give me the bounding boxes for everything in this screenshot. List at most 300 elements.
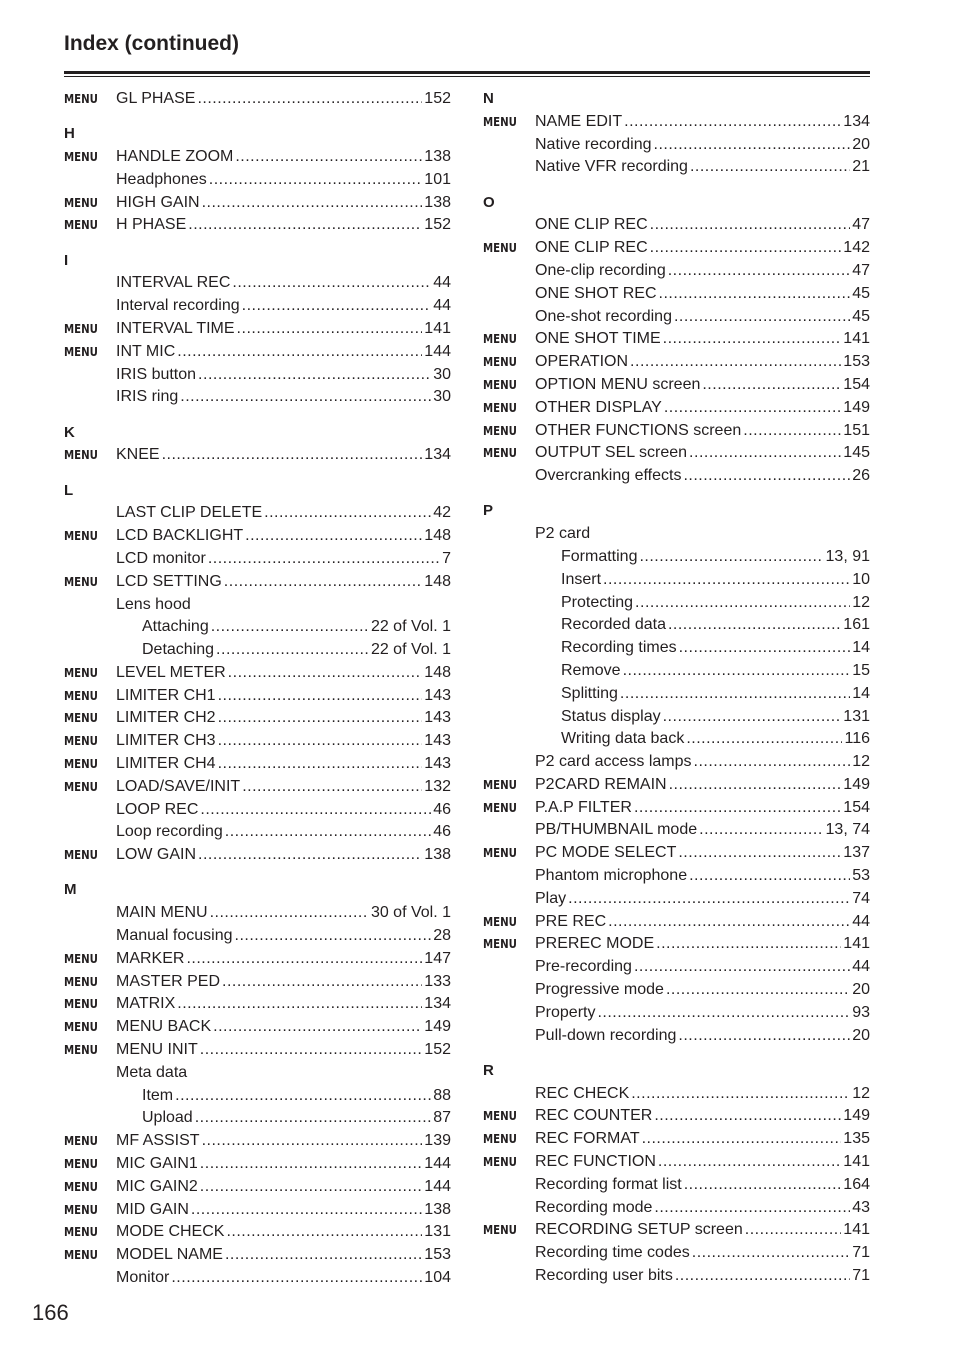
menu-tag: MENU [64,92,98,106]
dot-leader [658,1151,841,1174]
entry-label: OPERATION [535,353,629,371]
entry-label: Monitor [116,1269,170,1286]
index-entry [64,88,451,111]
menu-tag: MENU [483,1132,517,1147]
index-entry [483,397,870,420]
dot-leader [237,318,423,341]
dot-leader [639,546,823,569]
dot-leader [210,902,369,925]
entry-page-ref: 148 [424,527,451,545]
entry-label: Pre-recording [535,958,632,976]
entry-page-ref: 143 [424,686,451,704]
dot-leader [678,842,841,865]
entry-page-ref: 134 [843,112,870,130]
dot-leader [654,1105,841,1128]
dot-leader [191,1199,422,1222]
index-entry [64,571,451,594]
entry-label: MATRIX [116,995,176,1013]
entry-page-ref: 148 [424,572,451,590]
dot-leader [635,592,850,615]
dot-leader [631,1083,850,1106]
entry-label: OTHER DISPLAY [535,398,662,416]
dot-leader [216,639,369,662]
entry-label: Recording mode [535,1198,653,1216]
dot-leader [745,1219,842,1242]
index-entry [64,1267,451,1290]
dot-leader [180,386,431,409]
dot-leader [200,1039,423,1062]
dot-leader [679,637,851,660]
entry-label: MODEL NAME [116,1246,223,1264]
entry-page-ref: 149 [424,1018,451,1036]
dot-leader [743,420,841,443]
entry-page-ref: 47 [852,261,870,279]
menu-tag: MENU [64,757,98,772]
entry-label: Writing data back [561,730,685,748]
entry-page-ref: 164 [843,1175,870,1193]
dot-leader [200,799,431,822]
entry-label: MENU BACK [116,1018,212,1036]
index-entry [64,548,451,571]
index-entry [483,1242,870,1265]
entry-label: Lens hood [116,595,191,613]
dot-leader [650,214,851,237]
menu-tag: MENU [64,218,98,233]
index-entry [483,351,870,374]
dot-leader [634,797,841,820]
dot-leader [242,295,432,318]
entry-page-ref: 148 [424,663,451,681]
entry-page-ref: 141 [843,935,870,953]
entry-page-ref: 14 [852,639,870,657]
dot-leader [175,1085,431,1108]
entry-page-ref: 144 [424,1155,451,1173]
entry-label: GL PHASE [116,90,196,107]
index-entry [64,639,451,662]
entry-page-ref: 149 [843,1107,870,1125]
index-entry [483,683,870,706]
dot-leader [211,616,369,639]
dot-leader [692,1242,850,1265]
entry-page-ref: 143 [424,755,451,773]
entry-label: Native VFR recording [535,158,688,176]
entry-label: MENU INIT [116,1041,198,1059]
index-entry [64,821,451,844]
entry-label: RECORDING SETUP screen [535,1221,743,1239]
dot-leader [177,993,422,1016]
dot-leader [177,341,422,364]
dot-leader [218,753,423,776]
entry-page-ref: 138 [424,1200,451,1218]
entry-page-ref: 12 [852,753,870,771]
entry-label: MF ASSIST [116,1132,200,1150]
index-entry [483,956,870,979]
entry-page-ref: 45 [852,284,870,302]
section-letter: L [64,481,74,499]
entry-label: HANDLE ZOOM [116,147,234,165]
dot-leader [242,776,422,799]
entry-label: LCD SETTING [116,572,222,590]
section-letter: I [64,251,69,269]
entry-page-ref: 88 [433,1086,451,1104]
dot-leader [202,1130,423,1153]
entry-page-ref: 138 [424,846,451,864]
index-entry [64,662,451,685]
entry-page-ref: 13, 91 [825,547,870,565]
entry-page-ref: 131 [424,1223,451,1241]
dot-leader [200,1153,423,1176]
entry-label: Recording time codes [535,1244,690,1262]
dot-leader [197,88,422,111]
index-entry [64,616,451,639]
dot-leader [213,1016,422,1039]
entry-page-ref: 152 [424,90,451,107]
entry-label: LAST CLIP DELETE [116,504,263,522]
index-entry [64,1176,451,1199]
menu-tag: MENU [64,974,98,989]
menu-tag: MENU [64,1248,98,1263]
entry-label: LIMITER CH4 [116,755,216,773]
index-entry [483,592,870,615]
index-column-left [64,88,451,1290]
entry-label: Insert [561,570,602,588]
index-entry [483,546,870,569]
dot-leader [630,351,841,374]
dot-leader [683,465,850,488]
entry-page-ref: 93 [852,1003,870,1021]
dot-leader [224,571,423,594]
entry-label: Status display [561,707,661,725]
entry-page-ref: 131 [843,707,870,725]
menu-tag: MENU [64,1043,98,1058]
index-entry [483,306,870,329]
dot-leader [603,569,850,592]
entry-page-ref: 143 [424,732,451,750]
dot-leader [195,1107,432,1130]
entry-label: ONE SHOT REC [535,284,657,302]
dot-leader [634,956,850,979]
entry-page-ref: 7 [442,549,451,567]
entry-label: Upload [142,1109,193,1127]
entry-page-ref: 149 [843,398,870,416]
entry-page-ref: 42 [433,504,451,522]
index-entry [483,1219,870,1242]
menu-tag: MENU [483,332,517,347]
entry-page-ref: 144 [424,1177,451,1195]
dot-leader [654,134,851,157]
entry-page-ref: 145 [843,444,870,462]
index-entry [64,1016,451,1039]
entry-page-ref: 10 [852,570,870,588]
index-entry [483,465,870,488]
index-heading-entry [483,523,870,546]
entry-label: LEVEL METER [116,663,226,681]
menu-tag: MENU [64,734,98,749]
menu-tag: MENU [64,448,98,463]
index-entry [64,192,451,215]
dot-leader [568,888,850,911]
dot-leader [689,442,841,465]
dot-leader [654,1197,850,1220]
entry-label: Attaching [142,618,209,636]
index-entry [483,283,870,306]
index-entry [483,1083,870,1106]
menu-tag: MENU [483,914,517,929]
index-entry [483,660,870,683]
dot-leader [684,1174,842,1197]
index-heading-entry [64,594,451,617]
dot-leader [218,730,423,753]
entry-label: Manual focusing [116,927,233,945]
entry-page-ref: 44 [433,297,451,315]
index-entry [64,730,451,753]
index-entry [64,444,451,467]
menu-tag: MENU [483,937,517,952]
entry-label: OPTION MENU screen [535,375,701,393]
dot-leader [668,614,841,637]
entry-page-ref: 152 [424,1041,451,1059]
menu-tag: MENU [64,848,98,863]
entry-page-ref: 71 [852,1267,870,1285]
menu-tag: MENU [64,1179,98,1194]
index-entry [483,214,870,237]
entry-label: INTERVAL TIME [116,319,235,337]
menu-tag: MENU [64,665,98,680]
index-entry [483,706,870,729]
entry-page-ref: 26 [852,467,870,485]
index-entry [483,134,870,157]
index-entry [483,774,870,797]
index-entry [64,341,451,364]
entry-label: MID GAIN [116,1200,189,1218]
index-entry [64,776,451,799]
index-entry [483,728,870,751]
entry-label: Recorded data [561,616,666,634]
index-entry [483,328,870,351]
entry-label: P.A.P FILTER [535,798,632,816]
index-entry [64,364,451,387]
entry-label: IRIS ring [116,388,179,406]
entry-label: PREREC MODE [535,935,655,953]
dot-leader [624,111,841,134]
index-section [64,422,451,468]
entry-page-ref: 141 [843,1153,870,1171]
entry-label: PC MODE SELECT [535,844,677,862]
entry-label: LCD BACKLIGHT [116,527,244,545]
dot-leader [245,525,422,548]
entry-page-ref: 28 [433,927,451,945]
entry-label: One-clip recording [535,261,666,279]
entry-page-ref: 45 [852,307,870,325]
entry-label: ONE SHOT TIME [535,330,661,348]
menu-tag: MENU [64,1225,98,1240]
dot-leader [650,237,842,260]
entry-label: Native recording [535,135,652,153]
entry-page-ref: 44 [433,274,451,292]
entry-page-ref: 46 [433,800,451,818]
entry-page-ref: 152 [424,216,451,234]
entry-label: NAME EDIT [535,112,623,130]
menu-tag: MENU [483,1223,517,1238]
dot-leader [674,306,850,329]
entry-label: REC FORMAT [535,1130,640,1148]
section-letter: N [483,90,494,107]
entry-page-ref: 20 [852,981,870,999]
entry-label: INTERVAL REC [116,274,231,292]
entry-page-ref: 30 [433,365,451,383]
index-entry [64,799,451,822]
index-entry [64,844,451,867]
entry-label: Play [535,889,567,907]
entry-page-ref: 12 [852,593,870,611]
index-entry [483,614,870,637]
index-entry [483,911,870,934]
entry-label: LIMITER CH2 [116,709,216,727]
entry-label: MAIN MENU [116,904,208,922]
index-entry [64,1221,451,1244]
dot-leader [666,979,850,1002]
menu-tag: MENU [483,446,517,461]
entry-page-ref: 104 [424,1269,451,1286]
dot-leader [264,502,431,525]
entry-page-ref: 132 [424,777,451,795]
entry-label: LIMITER CH1 [116,686,216,704]
menu-tag: MENU [64,321,98,336]
section-letter: P [483,502,494,520]
index-entry [64,525,451,548]
entry-page-ref: 44 [852,958,870,976]
dot-leader [218,685,423,708]
dot-leader [669,774,842,797]
index-section [483,500,870,1047]
section-letter: O [483,193,495,211]
index-section [483,1060,870,1288]
entry-label: Protecting [561,593,634,611]
menu-tag: MENU [483,1109,517,1124]
dot-leader [686,728,842,751]
index-entry [483,888,870,911]
entry-page-ref: 154 [843,798,870,816]
index-entry [64,707,451,730]
dot-leader [235,925,432,948]
entry-label: Headphones [116,170,207,188]
entry-page-ref: 46 [433,823,451,841]
entry-label: REC COUNTER [535,1107,653,1125]
entry-page-ref: 161 [843,616,870,634]
menu-tag: MENU [483,777,517,792]
entry-page-ref: 141 [424,319,451,337]
dot-leader [171,1267,422,1290]
entry-page-ref: 141 [843,1221,870,1239]
menu-tag: MENU [483,241,517,256]
dot-leader [198,364,431,387]
entry-label: ONE CLIP REC [535,239,648,257]
index-entry [64,318,451,341]
entry-page-ref: 12 [852,1084,870,1102]
entry-label: HIGH GAIN [116,193,200,211]
entry-label: MIC GAIN1 [116,1155,198,1173]
dot-leader [663,706,842,729]
entry-page-ref: 74 [852,889,870,907]
dot-leader [226,1221,422,1244]
entry-page-ref: 30 of Vol. 1 [370,904,451,922]
dot-leader [642,1128,842,1151]
dot-leader [200,1176,423,1199]
entry-page-ref: 20 [852,135,870,153]
entry-page-ref: 13, 74 [825,821,870,839]
entry-page-ref: 138 [424,193,451,211]
entry-page-ref: 135 [843,1130,870,1148]
entry-label: Formatting [561,547,638,565]
entry-page-ref: 147 [424,949,451,967]
dot-leader [608,911,850,934]
section-letter: R [483,1061,494,1079]
entry-label: IRIS button [116,365,197,383]
entry-label: Pull-down recording [535,1026,677,1044]
entry-label: Loop recording [116,823,223,841]
dot-leader [232,272,431,295]
index-entry [64,1039,451,1062]
index-entry [483,1128,870,1151]
index-entry [64,948,451,971]
menu-tag: MENU [483,355,517,370]
dot-leader [623,660,851,683]
index-entry [64,1153,451,1176]
entry-label: H PHASE [116,216,187,234]
entry-page-ref: 133 [424,972,451,990]
dot-leader [664,397,841,420]
dot-leader [198,844,422,867]
entry-label: Recording user bits [535,1267,673,1285]
entry-label: Property [535,1003,596,1021]
entry-page-ref: 15 [852,661,870,679]
index-column-right [483,88,870,1288]
menu-tag: MENU [64,1134,98,1149]
entry-page-ref: 30 [433,388,451,406]
index-section [64,480,451,868]
dot-leader [620,683,850,706]
menu-tag: MENU [64,779,98,794]
menu-tag: MENU [64,529,98,544]
index-entry [483,260,870,283]
index-entry [483,1002,870,1025]
index-entry [64,272,451,295]
dot-leader [675,1265,850,1288]
index-heading-entry [64,1062,451,1085]
index-entry [64,685,451,708]
entry-label: ONE CLIP REC [535,216,648,234]
index-entry [483,1025,870,1048]
entry-label: REC FUNCTION [535,1153,656,1171]
index-entry [64,902,451,925]
index-entry [483,237,870,260]
menu-tag: MENU [483,400,517,415]
dot-leader [663,328,842,351]
entry-label: LOW GAIN [116,846,197,864]
index-entry [64,1199,451,1222]
index-entry [483,933,870,956]
index-entry [483,442,870,465]
entry-label: Recording times [561,639,677,657]
index-entry [483,842,870,865]
index-entry [64,993,451,1016]
entry-label: KNEE [116,446,160,464]
entry-label: INT MIC [116,342,176,360]
index-entry [64,146,451,169]
menu-tag: MENU [64,1157,98,1172]
entry-label: MIC GAIN2 [116,1177,198,1195]
dot-leader [228,662,423,685]
